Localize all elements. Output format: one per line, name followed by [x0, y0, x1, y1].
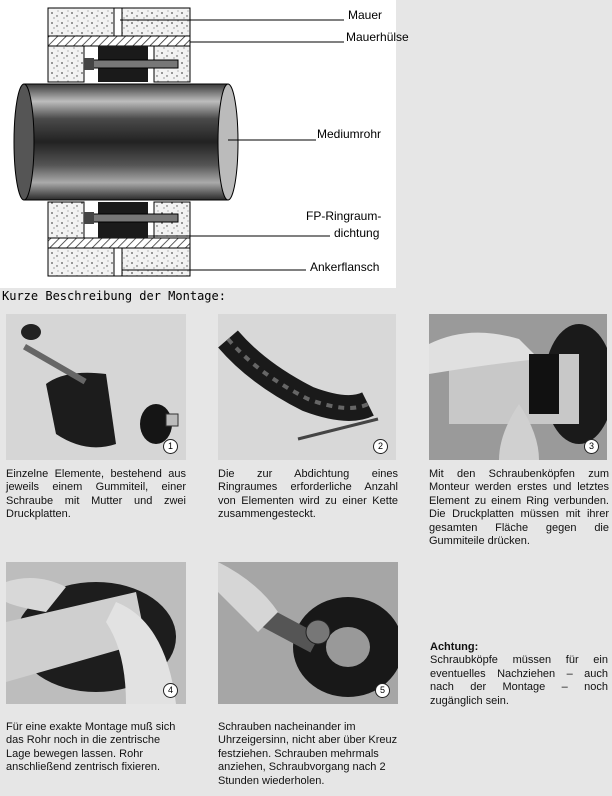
pipe-seal-drawing — [0, 0, 396, 288]
note-text: Schraubköpfe müssen für ein eventuelles Nachziehen – auch nach der Montage – noch zugänglich sein. — [430, 654, 608, 707]
step-4-number: 4 — [163, 683, 178, 698]
step-1-number: 1 — [163, 439, 178, 454]
step-2-number: 2 — [373, 439, 388, 454]
step-4-text: Für eine exakte Montage muß sich das Rohr noch in die zentrische Lage bewegen lassen. Rohr anschließend zentrisch fixieren. — [6, 721, 176, 774]
step-4-photo — [6, 562, 186, 704]
step-1-text: Einzelne Elemente, bestehend aus jeweils einem Gummiteil, einer Schraube mit Mutter und zwei Druckplatten. — [6, 468, 186, 521]
step-1-photo — [6, 314, 186, 460]
note-box — [430, 641, 608, 708]
step-5-photo — [218, 562, 398, 704]
step-2-photo — [218, 314, 396, 460]
label-mauer: Mauer — [348, 8, 383, 22]
step-3-photo — [429, 314, 607, 460]
installation-diagram — [0, 0, 409, 288]
label-ringraum-1: FP-Ringraum- — [306, 209, 382, 223]
step-2-text: Die zur Abdichtung eines Ringraumes erforderliche Anzahl von Elementen wird zu einer Kette zusammengesteckt. — [218, 468, 398, 521]
step-3-text: Mit den Schraubenköpfen zum Monteur werden erstes und letztes Element zu einem Ring verbunden. Die Druckplatten müssen mit ihrer gesamten Fläche gegen die Gummiteile drücken. — [429, 468, 609, 548]
step-5-text: Schrauben nacheinander im Uhrzeigersinn, nicht aber über Kreuz festziehen. Schrauben mehrmals anziehen, Schraubvorgang nach 2 Stunden wiederholen. — [218, 721, 398, 787]
step-3-number: 3 — [584, 439, 599, 454]
label-mauerhuelse: Mauerhülse — [346, 30, 409, 44]
label-ankerflansch: Ankerflansch — [310, 260, 380, 274]
label-ringraum-2: dichtung — [334, 226, 380, 240]
step-5-number: 5 — [375, 683, 390, 698]
section-title: Kurze Beschreibung der Montage: — [2, 289, 226, 303]
note-title: Achtung: — [430, 641, 479, 653]
label-mediumrohr: Mediumrohr — [317, 127, 382, 141]
